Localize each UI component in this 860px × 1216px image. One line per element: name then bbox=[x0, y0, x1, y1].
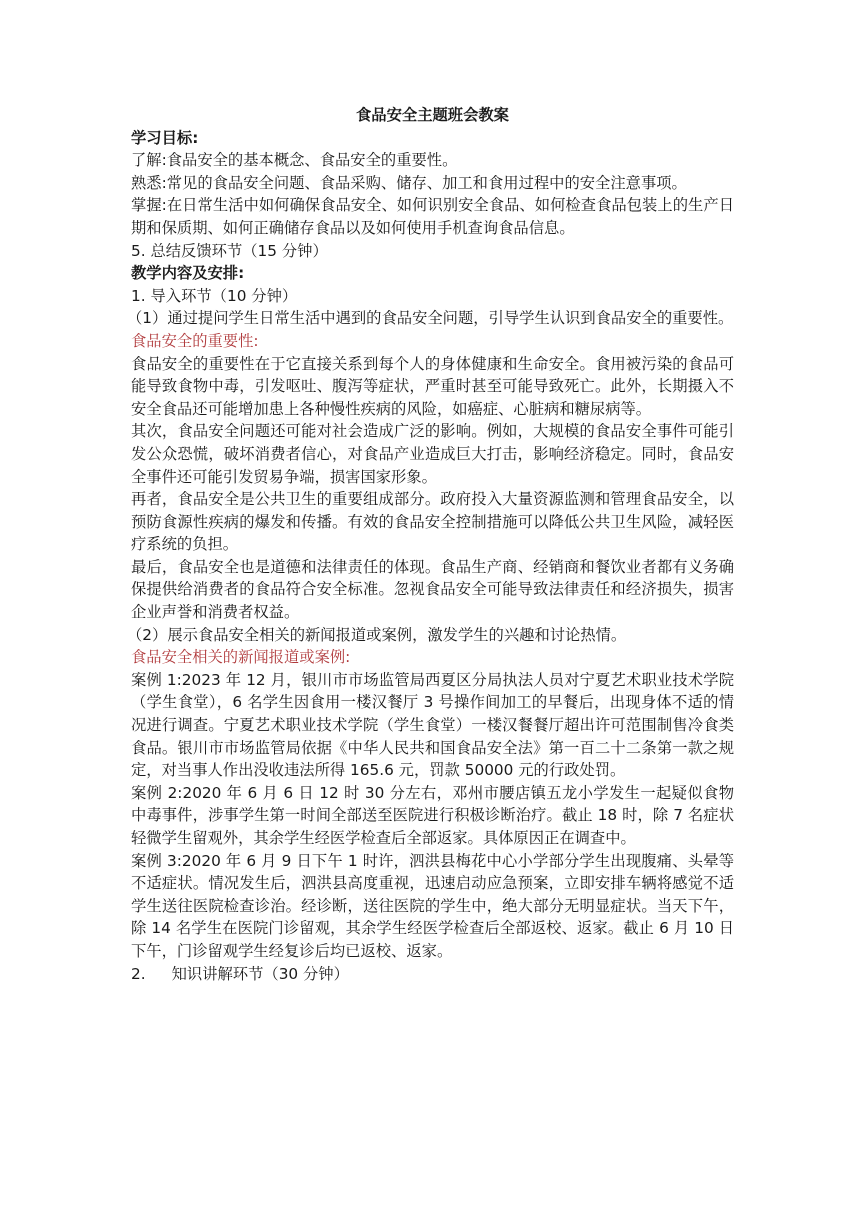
section2-heading bbox=[131, 963, 734, 986]
section1-heading bbox=[131, 285, 734, 308]
case-3-paragraph: 案例 3:2020 年 6 月 9 日下午 1 时许，泗洪县梅花中心小学部分学生出现腹痛、头晕等不适症状。情况发生后，泗洪县高度重视，迅速启动应急预案，立即安排车辆将感觉不适学生送往医院检查诊治。经诊断，送往医院的学生中，绝大部分无明显症状。当天下午，除 14 名学生在医院门诊留观，其余学生经医学检查后全部返校、返家。截止 6 月 10 日下午，门诊留观学生经复诊后均已返校、返家。 bbox=[131, 851, 734, 960]
importance-paragraph-2: 其次，食品安全问题还可能对社会造成广泛的影响。例如，大规模的食品安全事件可能引发公众恐慌，破坏消费者信心，对食品产业造成巨大打击，影响经济稳定。同时，食品安全事件还可能引发贸易争端，损害国家形象。 bbox=[131, 422, 734, 486]
importance-paragraph-4: 最后，食品安全也是道德和法律责任的体现。食品生产商、经销商和餐饮业者都有义务确保提供给消费者的食品符合安全标准。忽视食品安全可能导致法律责任和经济损失，损害企业声誉和消费者权益。 bbox=[131, 557, 734, 622]
step2-text: （2）展示食品安全相关的新闻报道或案例，激发学生的兴趣和讨论热情。 bbox=[127, 625, 627, 644]
section1-title: 导入环节（10 分钟） bbox=[150, 286, 298, 305]
cases-heading: 食品安全相关的新闻报道或案例: bbox=[131, 648, 351, 667]
objective-master: 掌握:在日常生活中如何确保食品安全、如何识别安全食品、如何检查食品包装上的生产日期和保质期、如何正确储存食品以及如何使用手机查询食品信息。 bbox=[131, 196, 734, 237]
document-page bbox=[127, 104, 734, 985]
importance-heading: 食品安全的重要性: bbox=[131, 331, 259, 350]
step1-text: （1）通过提问学生日常生活中遇到的食品安全问题，引导学生认识到食品安全的重要性。 bbox=[127, 309, 734, 328]
summary-section-heading: 5. 总结反馈环节（15 分钟） bbox=[131, 241, 328, 260]
objective-familiar: 熟悉:常见的食品安全问题、食品采购、储存、加工和食用过程中的安全注意事项。 bbox=[131, 173, 687, 192]
section2-number: 2. bbox=[131, 964, 146, 983]
case-1-paragraph: 案例 1:2023 年 12 月，银川市市场监管局西夏区分局执法人员对宁夏艺术职业技术学院（学生食堂），6 名学生因食用一楼汉餐厅 3 号操作间加工的早餐后，出现身体不适的情况进行调查。宁夏艺术职业技术学院（学生食堂）一楼汉餐餐厅超出许可范围制售冷食类食品。银川市市场监管局依据《中华人民共和国食品安全法》第一百二十二条第一款之规定，对当事人作出没收违法所得 165.6 元，罚款 50000 元的行政处罚。 bbox=[131, 670, 734, 780]
objective-understand: 了解:食品安全的基本概念、食品安全的重要性。 bbox=[131, 151, 458, 170]
importance-paragraph-3: 再者，食品安全是公共卫生的重要组成部分。政府投入大量资源监测和管理食品安全，以预防食源性疾病的爆发和传播。有效的食品安全控制措施可以降低公共卫生风险，减轻医疗系统的负担。 bbox=[131, 490, 734, 554]
case-2-paragraph: 案例 2:2020 年 6 月 6 日 12 时 30 分左右，邓州市腰店镇五龙小学发生一起疑似食物中毒事件，涉事学生第一时间全部送至医院进行积极诊断治疗。截止 18 时，除 7 名症状轻微学生留观外，其余学生经医学检查后全部返家。具体原因正在调查中。 bbox=[131, 783, 734, 847]
section1-number: 1. bbox=[131, 286, 146, 305]
content-heading: 教学内容及安排: bbox=[131, 264, 245, 283]
document-title: 食品安全主题班会教案 bbox=[356, 106, 509, 124]
importance-paragraph-1: 食品安全的重要性在于它直接关系到每个人的身体健康和生命安全。食用被污染的食品可能导致食物中毒，引发呕吐、腹泻等症状，严重时甚至可能导致死亡。此外，长期摄入不安全食品还可能增加患上各种慢性疾病的风险，如癌症、心脏病和糖尿病等。 bbox=[131, 354, 734, 418]
objectives-heading: 学习目标: bbox=[131, 128, 199, 147]
section2-title: 知识讲解环节（30 分钟） bbox=[171, 964, 349, 983]
